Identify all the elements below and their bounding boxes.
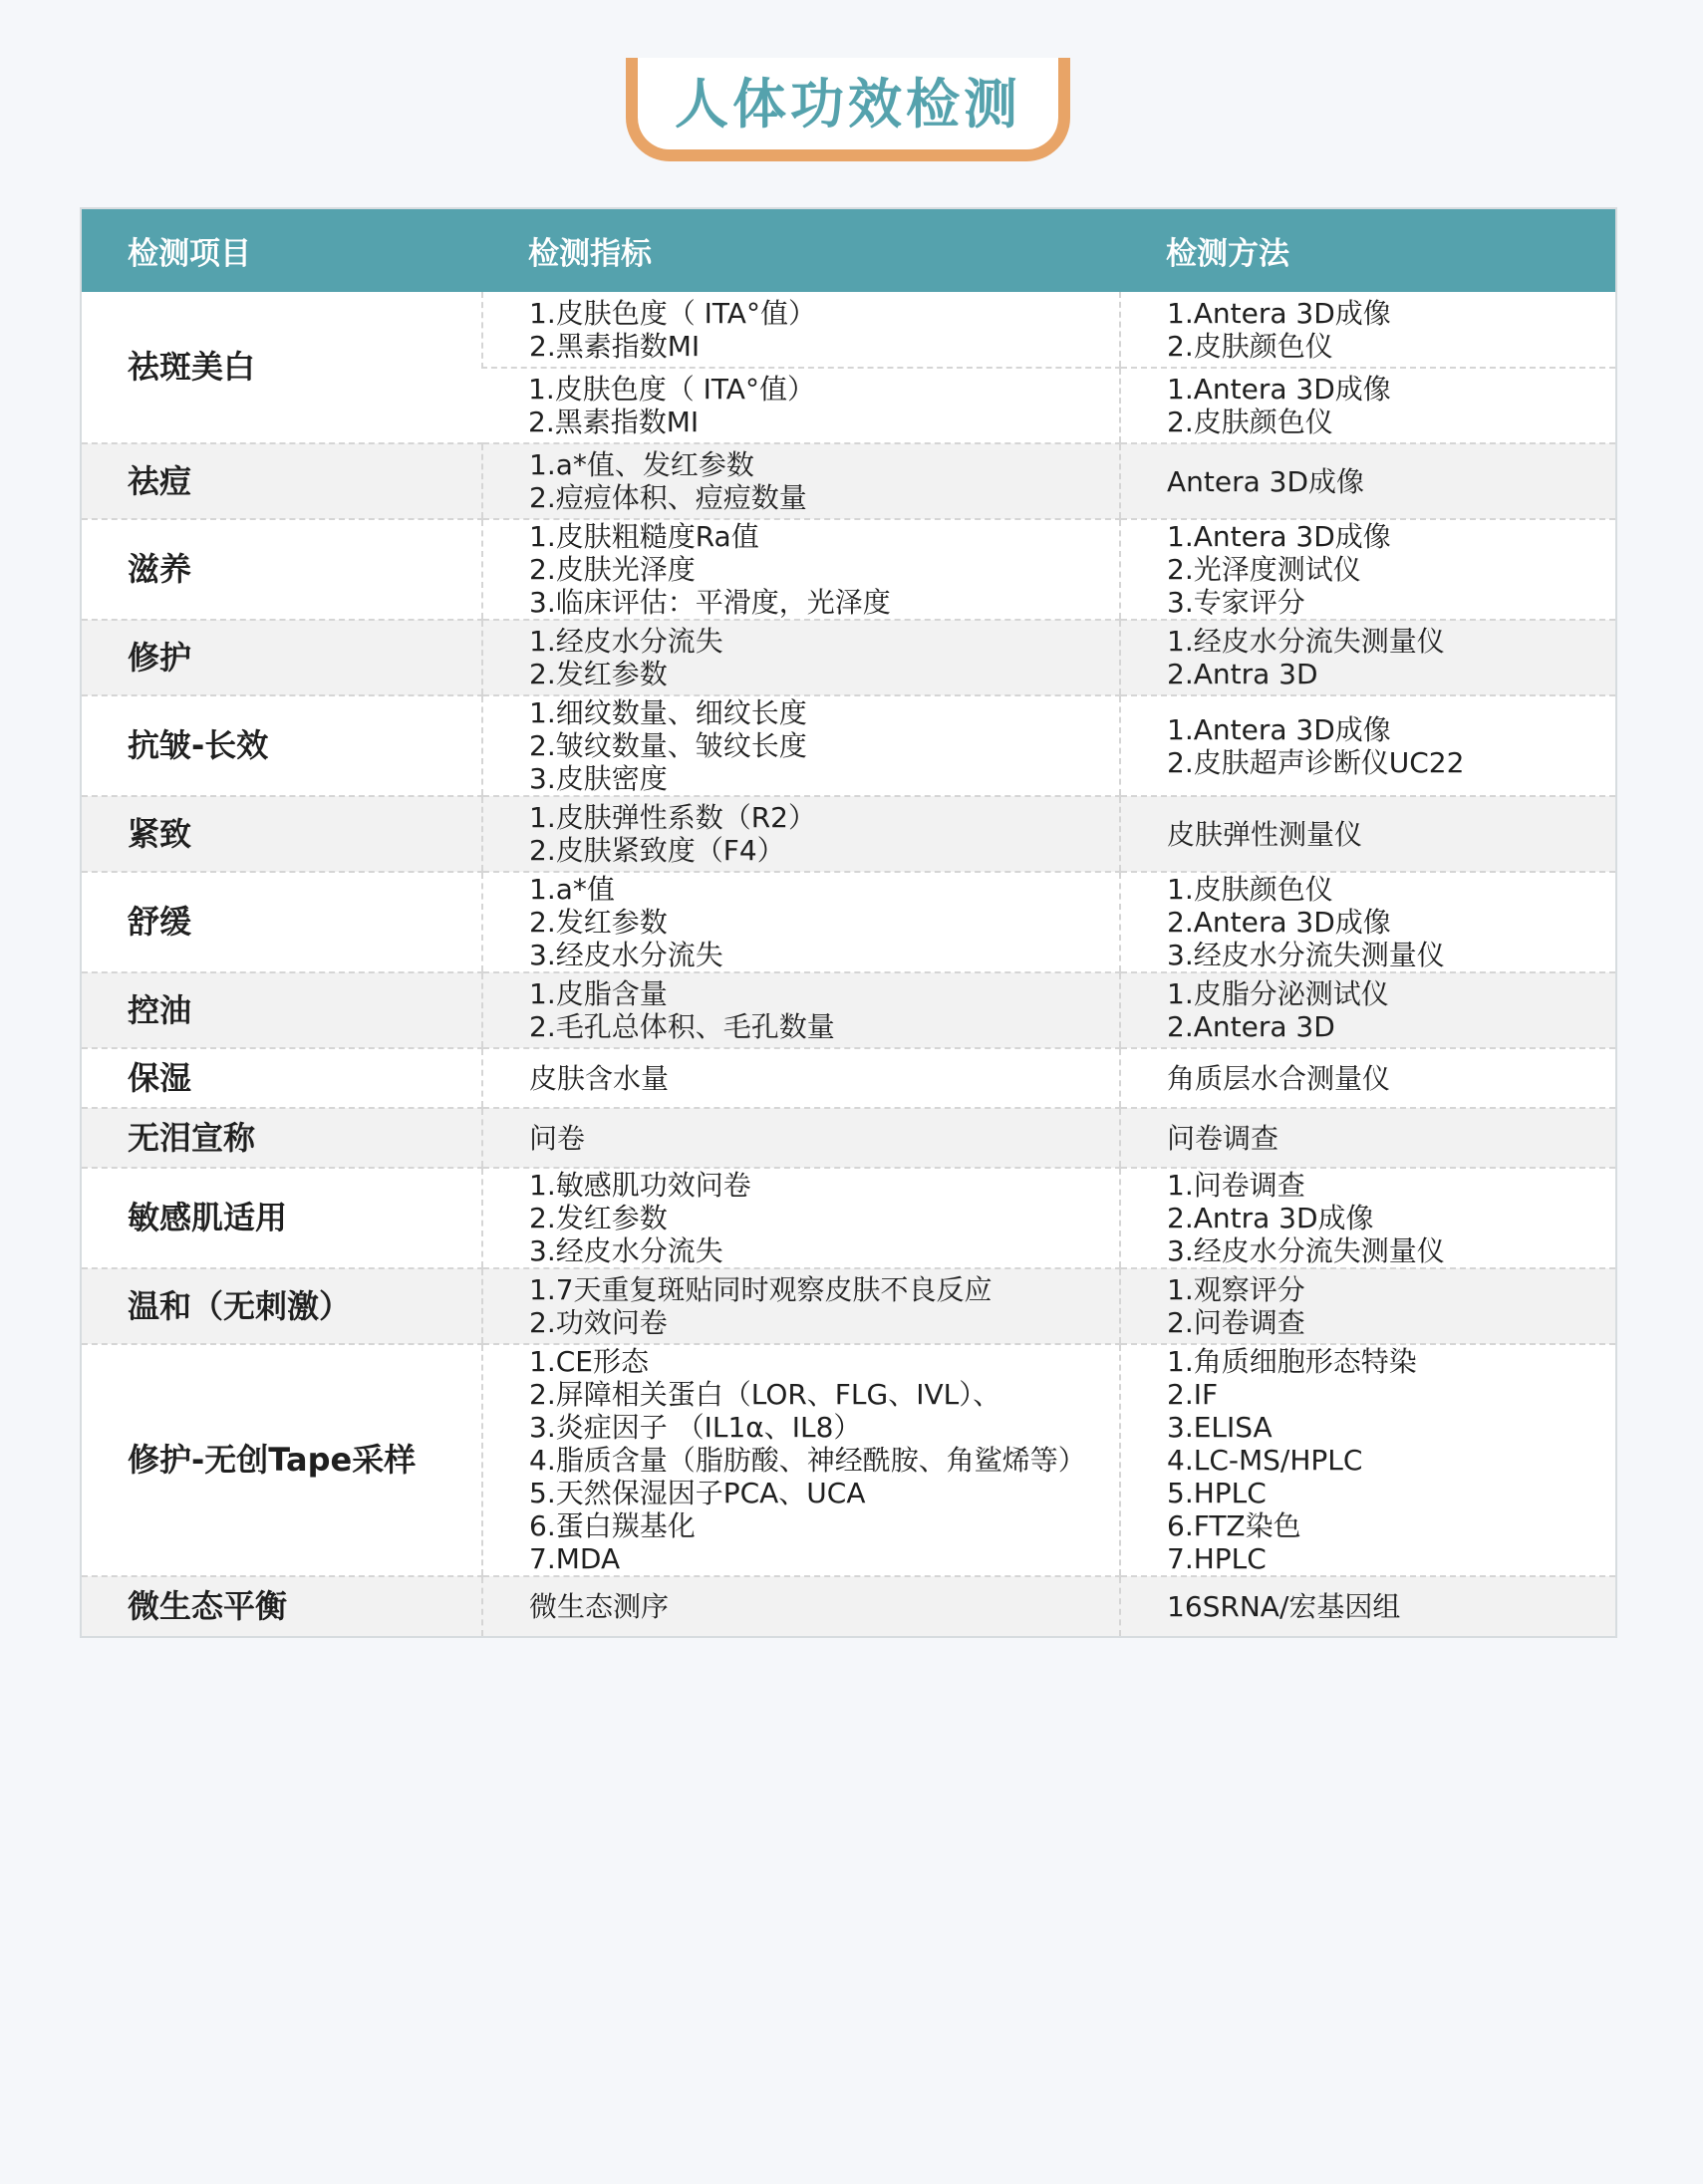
indicator-line: 皮肤含水量 [529, 1061, 670, 1095]
cell-test-indicator [482, 695, 1120, 796]
cell-test-item: 抗皱-长效 [82, 695, 482, 796]
table-row [82, 443, 1615, 519]
table-row [82, 1576, 1615, 1636]
cell-test-method [1120, 1576, 1615, 1636]
indicator-line: 2.皮肤光泽度 [529, 553, 696, 586]
indicator-line: 2.皮肤紧致度（F4） [529, 834, 785, 867]
method-line: 1.皮肤颜色仪 [1167, 873, 1333, 906]
method-line: 2.Antra 3D成像 [1167, 1202, 1374, 1234]
cell-test-method [1120, 292, 1615, 368]
cell-test-indicator [482, 1344, 1120, 1576]
method-line: Antera 3D成像 [1167, 464, 1365, 498]
cell-test-method [1120, 1108, 1615, 1168]
indicator-line: 1.皮肤粗糙度Ra值 [529, 520, 759, 553]
indicator-line: 3.皮肤密度 [529, 762, 668, 795]
cell-test-method [1120, 796, 1615, 872]
table-row [82, 972, 1615, 1048]
method-line: 1.皮脂分泌测试仪 [1167, 977, 1389, 1010]
cell-test-item: 微生态平衡 [82, 1576, 482, 1636]
indicator-line: 2.发红参数 [529, 1202, 668, 1234]
cell-test-method [1120, 972, 1615, 1048]
method-line: 1.Antera 3D成像 [1167, 520, 1391, 553]
method-line: 2.Antra 3D [1167, 658, 1318, 690]
table-row [82, 695, 1615, 796]
method-line: 2.问卷调查 [1167, 1306, 1305, 1339]
indicator-line: 1.7天重复斑贴同时观察皮肤不良反应 [529, 1273, 993, 1306]
method-line: 2.Antera 3D成像 [1167, 906, 1391, 939]
cell-test-item: 紧致 [82, 796, 482, 872]
indicator-line: 2.黑素指数MI [529, 329, 701, 363]
table-row [82, 1344, 1615, 1576]
cell-test-method [1120, 368, 1615, 443]
cell-test-item: 敏感肌适用 [82, 1168, 482, 1268]
efficacy-test-table [80, 207, 1617, 1638]
method-line: 3.专家评分 [1167, 586, 1305, 619]
method-line: 2.IF [1167, 1378, 1219, 1411]
indicator-line: 1.细纹数量、细纹长度 [529, 696, 807, 729]
method-line: 1.问卷调查 [1167, 1169, 1305, 1202]
method-line: 1.Antera 3D成像 [1167, 373, 1391, 406]
method-line: 1.经皮水分流失测量仪 [1167, 625, 1445, 658]
method-line: 2.皮肤颜色仪 [1167, 329, 1333, 363]
method-line: 16SRNA/宏基因组 [1167, 1590, 1401, 1623]
cell-test-item: 控油 [82, 972, 482, 1048]
method-line: 角质层水合测量仪 [1167, 1061, 1391, 1095]
cell-test-indicator [482, 519, 1120, 620]
cell-test-method [1120, 443, 1615, 519]
cell-test-indicator [482, 443, 1120, 519]
cell-test-method [1120, 695, 1615, 796]
indicator-line: 2.皱纹数量、皱纹长度 [529, 729, 807, 762]
indicator-line: 1.经皮水分流失 [529, 625, 723, 658]
title-badge [626, 58, 1070, 161]
indicator-line: 3.临床评估：平滑度，光泽度 [529, 586, 891, 619]
indicator-line: 1.皮肤弹性系数（R2） [529, 801, 816, 834]
method-line: 3.经皮水分流失测量仪 [1167, 939, 1445, 971]
cell-test-item: 修护 [82, 620, 482, 695]
table-row [82, 1048, 1615, 1108]
method-line: 1.Antera 3D成像 [1167, 712, 1391, 746]
indicator-line: 1.a*值 [529, 873, 615, 906]
cell-test-indicator [482, 796, 1120, 872]
cell-test-indicator [482, 368, 1120, 443]
method-line: 皮肤弹性测量仪 [1167, 817, 1363, 851]
method-line: 问卷调查 [1167, 1121, 1279, 1155]
method-line: 1.角质细胞形态特染 [1167, 1345, 1417, 1378]
indicator-line: 2.黑素指数MI [528, 406, 700, 438]
method-line: 1.观察评分 [1167, 1273, 1305, 1306]
indicator-line: 1.CE形态 [529, 1345, 649, 1378]
table-header-row [82, 209, 1615, 292]
table-row [82, 292, 1615, 368]
indicator-line: 2.痘痘体积、痘痘数量 [529, 481, 807, 514]
cell-test-item: 舒缓 [82, 872, 482, 972]
indicator-line: 2.发红参数 [529, 658, 668, 690]
indicator-line: 1.皮脂含量 [529, 977, 668, 1010]
indicator-line: 5.天然保湿因子PCA、UCA [529, 1477, 866, 1509]
indicator-line: 1.敏感肌功效问卷 [529, 1169, 751, 1202]
method-line: 3.经皮水分流失测量仪 [1167, 1234, 1445, 1267]
cell-test-method [1120, 620, 1615, 695]
header-test-method: 检测方法 [1120, 209, 1615, 292]
cell-test-item: 无泪宣称 [82, 1108, 482, 1168]
indicator-line: 2.屏障相关蛋白（LOR、FLG、IVL）、 [529, 1378, 1001, 1411]
table-row [82, 620, 1615, 695]
cell-test-method [1120, 1268, 1615, 1344]
indicator-line: 4.脂质含量（脂肪酸、神经酰胺、角鲨烯等） [529, 1444, 1086, 1477]
cell-test-item: 修护-无创Tape采样 [82, 1344, 482, 1576]
indicator-line: 6.蛋白羰基化 [529, 1509, 696, 1542]
cell-test-method [1120, 1344, 1615, 1576]
cell-test-indicator [482, 1108, 1120, 1168]
indicator-line: 3.炎症因子 （IL1α、IL8） [529, 1411, 862, 1444]
cell-test-method [1120, 519, 1615, 620]
method-line: 7.HPLC [1167, 1542, 1267, 1575]
table-row [82, 1108, 1615, 1168]
table-row [82, 872, 1615, 972]
indicator-line: 3.经皮水分流失 [529, 1234, 723, 1267]
table-row [82, 796, 1615, 872]
indicator-line: 2.发红参数 [529, 906, 668, 939]
cell-test-indicator [482, 1576, 1120, 1636]
method-line: 2.皮肤超声诊断仪UC22 [1167, 745, 1465, 779]
indicator-line: 1.a*值、发红参数 [529, 448, 754, 481]
cell-test-indicator [482, 1168, 1120, 1268]
cell-test-method [1120, 1168, 1615, 1268]
cell-test-indicator [482, 1268, 1120, 1344]
cell-test-method [1120, 872, 1615, 972]
table-body [82, 292, 1615, 1636]
method-line: 2.光泽度测试仪 [1167, 553, 1361, 586]
table-row [82, 1168, 1615, 1268]
header-test-indicator: 检测指标 [482, 209, 1120, 292]
cell-test-item: 祛斑美白 [82, 292, 482, 443]
cell-test-indicator [482, 872, 1120, 972]
indicator-line: 问卷 [529, 1121, 586, 1155]
method-line: 2.Antera 3D [1167, 1010, 1335, 1043]
cell-test-indicator [482, 972, 1120, 1048]
method-line: 1.Antera 3D成像 [1167, 296, 1391, 330]
method-line: 4.LC-MS/HPLC [1167, 1444, 1363, 1477]
method-line: 2.皮肤颜色仪 [1167, 406, 1333, 438]
page-title: 人体功效检测 [675, 72, 1021, 136]
indicator-line: 1.皮肤色度（ ITA°值） [528, 373, 815, 406]
method-line: 5.HPLC [1167, 1477, 1267, 1509]
indicator-line: 3.经皮水分流失 [529, 939, 723, 971]
cell-test-item: 滋养 [82, 519, 482, 620]
cell-test-indicator [482, 620, 1120, 695]
indicator-line: 1.皮肤色度（ ITA°值） [529, 296, 816, 330]
cell-test-method [1120, 1048, 1615, 1108]
cell-test-item: 保湿 [82, 1048, 482, 1108]
table-row [82, 519, 1615, 620]
cell-test-indicator [482, 1048, 1120, 1108]
method-line: 6.FTZ染色 [1167, 1509, 1301, 1542]
method-line: 3.ELISA [1167, 1411, 1273, 1444]
indicator-line: 微生态测序 [529, 1590, 670, 1623]
header-test-item: 检测项目 [82, 209, 482, 292]
cell-test-indicator [482, 292, 1120, 368]
table-row [82, 1268, 1615, 1344]
cell-test-item: 祛痘 [82, 443, 482, 519]
cell-test-item: 温和（无刺激） [82, 1268, 482, 1344]
indicator-line: 2.毛孔总体积、毛孔数量 [529, 1010, 835, 1043]
indicator-line: 7.MDA [529, 1542, 621, 1575]
indicator-line: 2.功效问卷 [529, 1306, 668, 1339]
